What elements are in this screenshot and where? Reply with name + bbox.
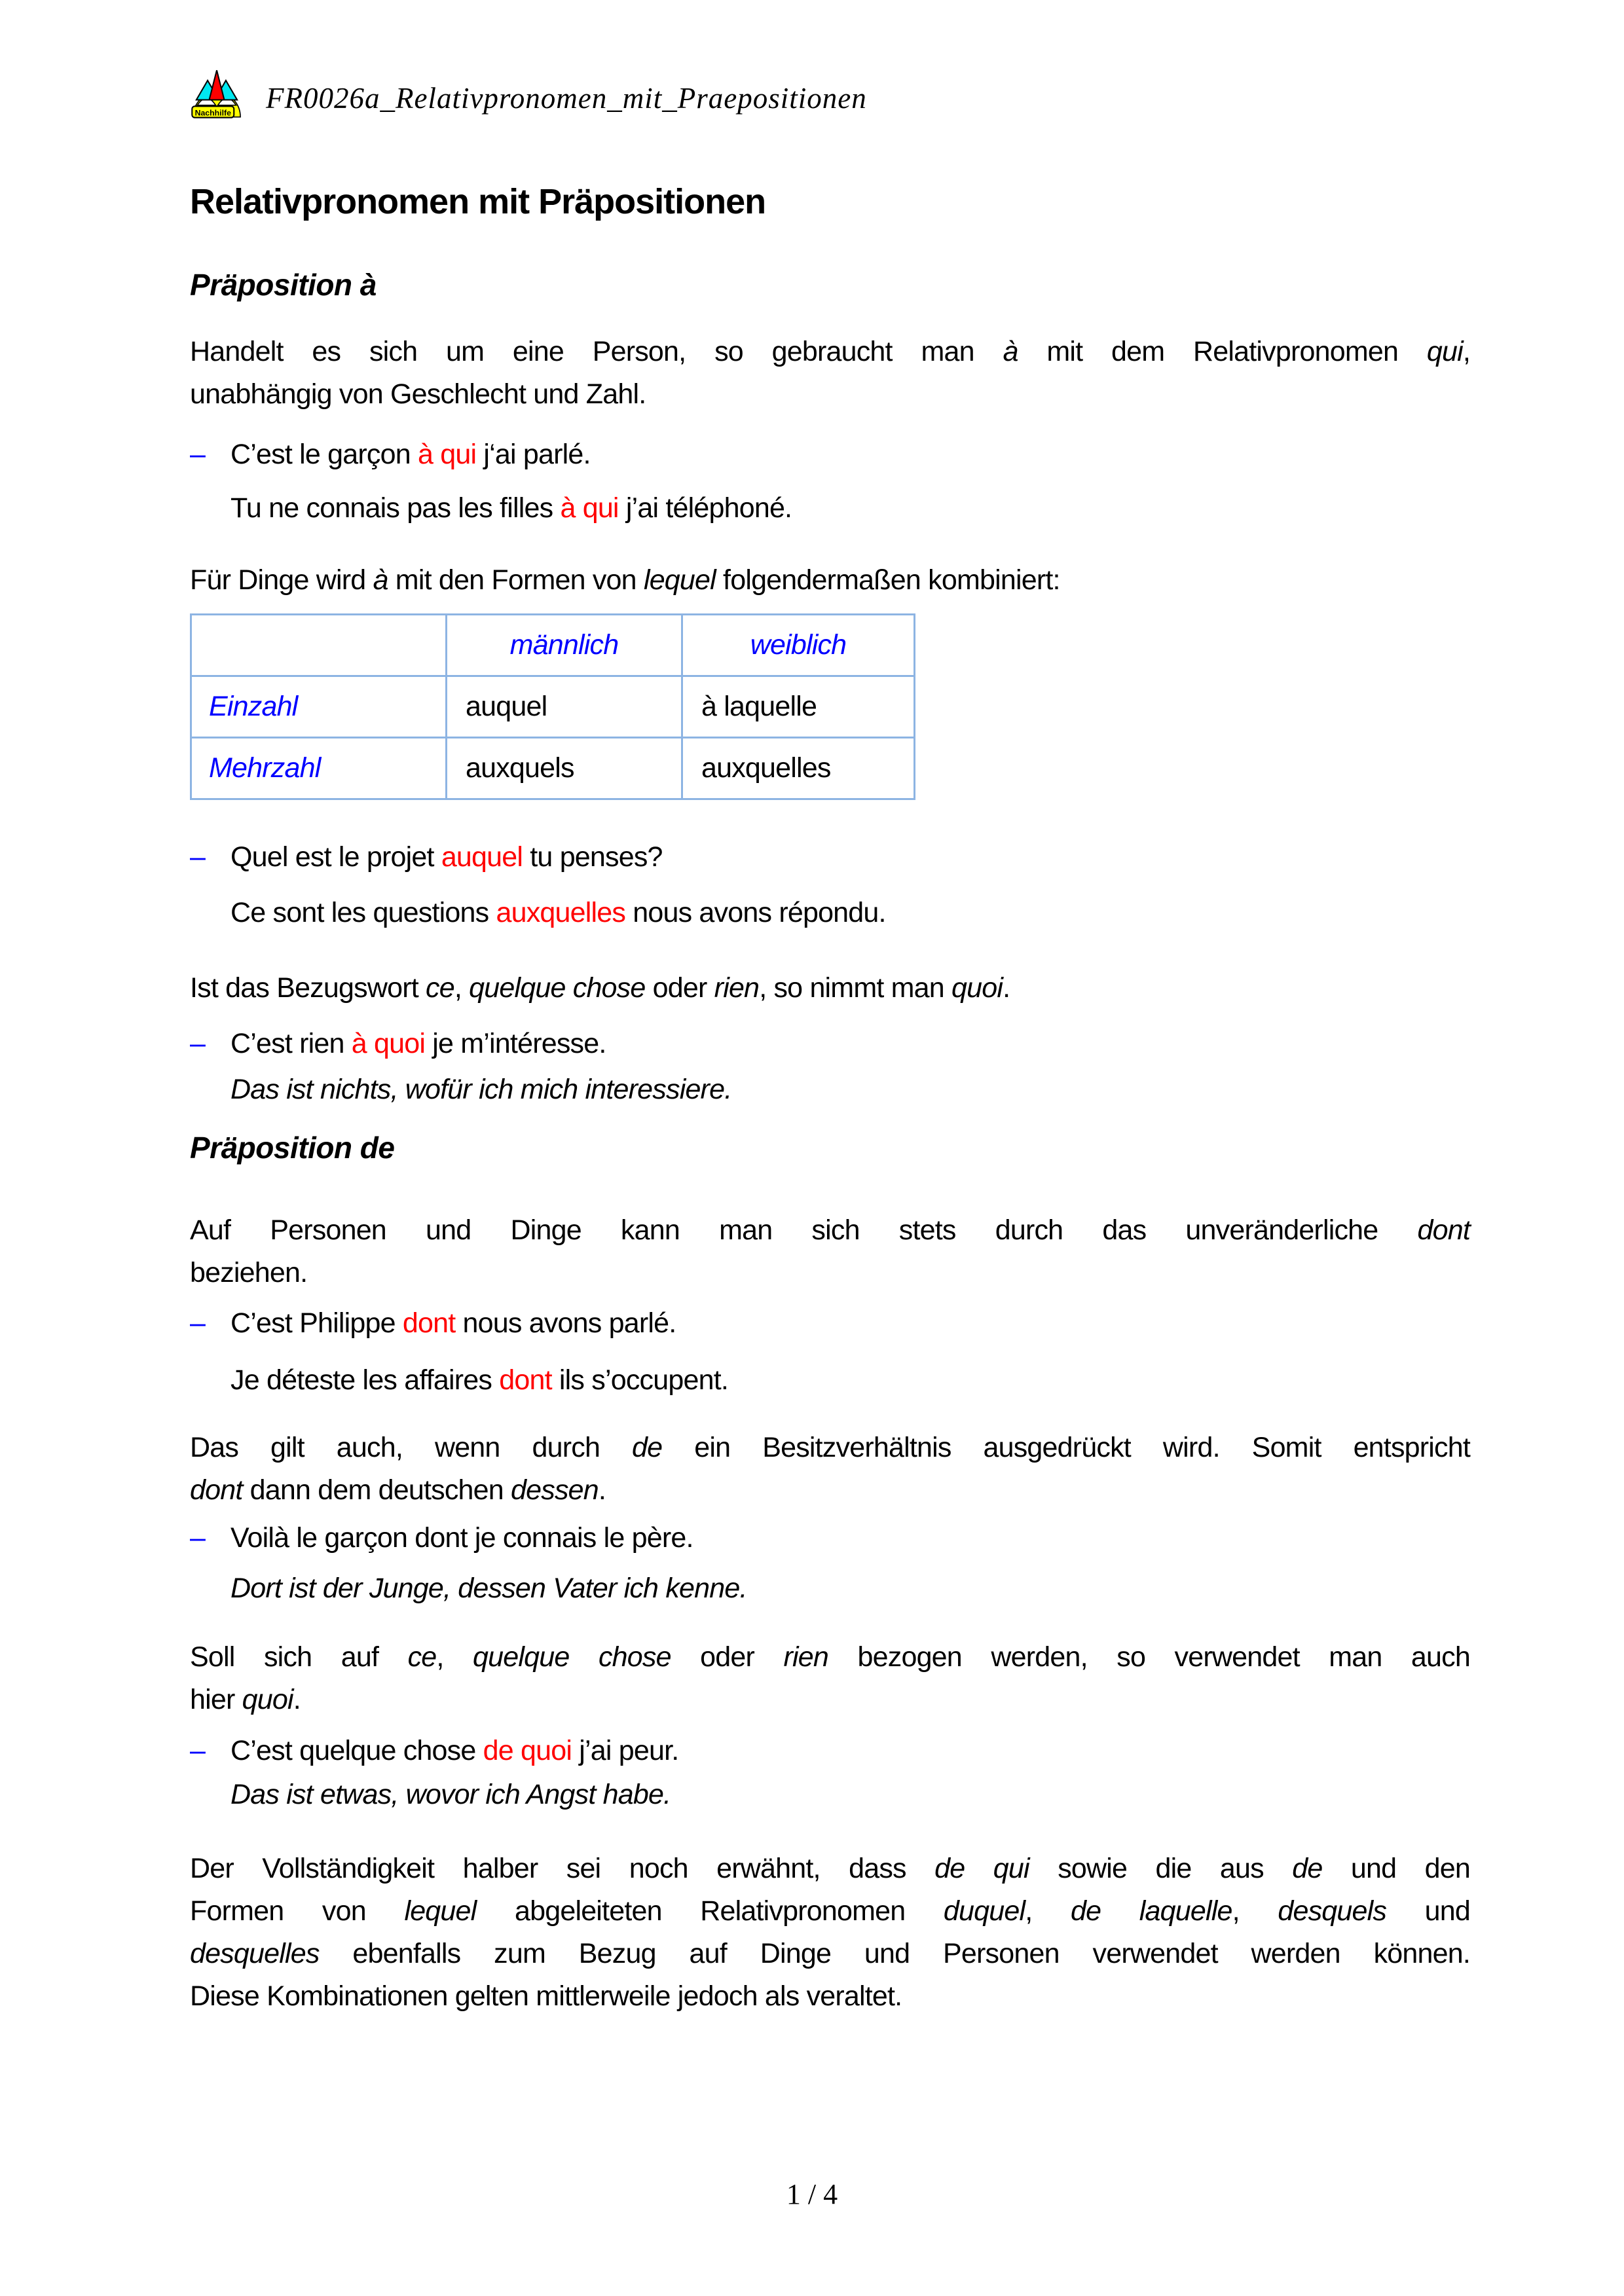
text-run: mit dem Relativpronomen [1018, 336, 1427, 367]
text-run: abgeleiteten Relativpronomen [476, 1895, 944, 1927]
row-header-plural: Mehrzahl [191, 738, 447, 799]
table-intro-paragraph [190, 559, 1470, 602]
text-run: je m’intéresse. [425, 1028, 606, 1059]
text-run: und [1386, 1895, 1471, 1927]
text-line [190, 373, 1470, 416]
text-run: , [1232, 1895, 1278, 1927]
text-run: dont [1417, 1214, 1470, 1246]
text-run: Quel est le projet [231, 841, 441, 873]
table-cell: à laquelle [682, 676, 915, 738]
text-run: nous avons répondu. [625, 897, 886, 928]
text-run: tu penses? [523, 841, 663, 873]
text-run: à [373, 564, 388, 596]
example-text [231, 841, 663, 873]
text-line [190, 1252, 1470, 1294]
text-run: dann dem deutschen [242, 1474, 511, 1506]
example-sentence [190, 836, 1470, 879]
table-cell: auquel [447, 676, 682, 738]
text-line [190, 1848, 1470, 1890]
text-line [190, 1469, 1470, 1512]
text-run: quelque chose [473, 1641, 671, 1673]
text-run: Das ist nichts, wofür ich mich interessiere. [231, 1074, 732, 1105]
text-run: , so nimmt man [759, 972, 952, 1004]
text-run: , [436, 1641, 473, 1673]
bullet-dash: – [190, 841, 206, 873]
text-run: . [293, 1684, 301, 1715]
text-run: de quoi [483, 1735, 572, 1766]
text-line [190, 1933, 1470, 1975]
text-run: dont [402, 1307, 456, 1339]
example-text [190, 487, 1470, 530]
text-run: mit den Formen von [388, 564, 644, 596]
example-sentence [190, 1517, 1470, 1559]
document-filename: FR0026a_Relativpronomen_mit_Praepositionen [266, 82, 867, 115]
text-run: rien [714, 972, 760, 1004]
text-run: à qui [417, 439, 477, 470]
text-run: Der Vollständigkeit halber sei noch erwähnt, dass [190, 1853, 935, 1884]
example-text [190, 892, 1470, 934]
text-run: desquels [1278, 1895, 1387, 1927]
text-line [190, 1975, 1470, 2018]
rule-paragraph-quoi [190, 967, 1470, 1010]
mountain-logo-icon [190, 65, 244, 119]
example-text [231, 439, 591, 470]
text-run: Handelt es sich um eine Person, so gebraucht man [190, 336, 1003, 367]
text-run: de qui [934, 1853, 1029, 1884]
text-run: auxquelles [496, 897, 626, 928]
text-run: , [454, 972, 470, 1004]
example-text [190, 1359, 1470, 1402]
text-run: oder [645, 972, 714, 1004]
example-sentence [190, 1302, 1470, 1345]
text-run: j‘ai parlé. [476, 439, 591, 470]
text-line [190, 1427, 1470, 1469]
text-run: Das gilt auch, wenn durch [190, 1432, 633, 1463]
text-run: beziehen. [190, 1257, 308, 1288]
text-run: j’ai peur. [572, 1735, 679, 1766]
table-row-singular [191, 676, 915, 738]
text-run: Für Dinge wird [190, 564, 373, 596]
text-run: C’est le garçon [231, 439, 418, 470]
text-run: hier [190, 1684, 242, 1715]
text-run: Das ist etwas, wovor ich Angst habe. [231, 1779, 671, 1810]
text-line [190, 1679, 1470, 1721]
text-run: j’ai téléphoné. [618, 492, 792, 524]
rule-paragraph-dessen [190, 1427, 1470, 1512]
lequel-forms-table [190, 613, 915, 800]
text-run: quelque chose [469, 972, 646, 1004]
example-translation [190, 1567, 1470, 1610]
closing-paragraph [190, 1848, 1470, 2018]
table-header-row [191, 615, 915, 676]
text-run: ein Besitzverhältnis ausgedrückt wird. Somit entspricht [662, 1432, 1470, 1463]
example-translation [190, 1774, 1470, 1816]
text-run: Je déteste les affaires [231, 1364, 500, 1396]
text-run: lequel [404, 1895, 477, 1927]
text-run: Tu ne connais pas les filles [231, 492, 561, 524]
text-run: . [598, 1474, 606, 1506]
example-text [231, 1307, 676, 1339]
section-heading-a: Präposition à [190, 268, 377, 302]
nachhilfe-logo [190, 65, 244, 119]
text-line [190, 1890, 1470, 1933]
text-run: lequel [643, 564, 716, 596]
text-run: dont [190, 1474, 243, 1506]
bullet-dash: – [190, 1028, 206, 1059]
text-run: Ist das Bezugswort [190, 972, 426, 1004]
example-text [231, 1028, 606, 1059]
rule-paragraph-quoi-de [190, 1636, 1470, 1721]
section-heading-de: Präposition de [190, 1131, 395, 1165]
text-run: Formen von [190, 1895, 405, 1927]
table-corner-cell [191, 615, 447, 676]
text-run: sowie die aus [1029, 1853, 1293, 1884]
text-run: Dort ist der Junge, dessen Vater ich kenne. [231, 1573, 747, 1604]
text-run: , [1462, 336, 1470, 367]
text-line [190, 331, 1470, 373]
text-run: dessen [511, 1474, 599, 1506]
row-header-singular: Einzahl [191, 676, 447, 738]
text-run: auquel [441, 841, 523, 873]
text-run: de [1292, 1853, 1323, 1884]
text-run: unabhängig von Geschlecht und Zahl. [190, 378, 646, 410]
example-translation [190, 1068, 1470, 1111]
text-run: rien [783, 1641, 829, 1673]
text-run: Auf Personen und Dinge kann man sich stets durch das unveränderliche [190, 1214, 1418, 1246]
text-run: desquelles [190, 1938, 320, 1969]
text-run: dont [499, 1364, 552, 1396]
page-title: Relativpronomen mit Präpositionen [190, 182, 766, 221]
text-run: ce [407, 1641, 437, 1673]
text-run: quoi [242, 1684, 293, 1715]
text-run: à quoi [351, 1028, 426, 1059]
text-run: ebenfalls zum Bezug auf Dinge und Personen verwendet werden können. [319, 1938, 1470, 1969]
example-sentence [190, 433, 1470, 476]
text-run: de laquelle [1070, 1895, 1232, 1927]
example-text [231, 1735, 678, 1766]
text-run: oder [671, 1641, 784, 1673]
table-row-plural [191, 738, 915, 799]
text-run: Voilà le garçon dont je connais le père. [231, 1522, 693, 1554]
bullet-dash: – [190, 1522, 206, 1554]
text-line [190, 1636, 1470, 1679]
text-run: nous avons parlé. [455, 1307, 676, 1339]
text-run: Ce sont les questions [231, 897, 496, 928]
document-header [190, 64, 1470, 119]
text-run: C’est quelque chose [231, 1735, 483, 1766]
text-run: qui [1426, 336, 1463, 367]
column-header-masculine: männlich [447, 615, 682, 676]
bullet-dash: – [190, 1307, 206, 1339]
logo-label: Nachhilfe [194, 108, 231, 118]
text-run: à [1003, 336, 1018, 367]
bullet-dash: – [190, 1735, 206, 1766]
column-header-feminine: weiblich [682, 615, 915, 676]
bullet-dash: – [190, 439, 206, 470]
rule-paragraph-a-qui [190, 331, 1470, 416]
text-run: quoi [951, 972, 1003, 1004]
page-number: 1 / 4 [786, 2178, 838, 2210]
text-line [190, 1209, 1470, 1252]
text-run: folgendermaßen kombiniert: [715, 564, 1060, 596]
text-run: und den [1322, 1853, 1471, 1884]
text-run: duquel [943, 1895, 1025, 1927]
example-sentence [190, 1023, 1470, 1065]
table-cell: auxquels [447, 738, 682, 799]
text-run: bezogen werden, so verwendet man auch [828, 1641, 1470, 1673]
text-run: . [1003, 972, 1010, 1004]
rule-paragraph-dont [190, 1209, 1470, 1294]
text-run: , [1025, 1895, 1071, 1927]
example-text [231, 1522, 693, 1554]
text-run: ce [426, 972, 454, 1004]
text-run: Diese Kombinationen gelten mittlerweile jedoch als veraltet. [190, 1980, 902, 2012]
example-sentence [190, 1730, 1470, 1772]
text-run: ils s’occupent. [551, 1364, 728, 1396]
table-cell: auxquelles [682, 738, 915, 799]
text-run: Soll sich auf [190, 1641, 408, 1673]
text-run: C’est rien [231, 1028, 352, 1059]
text-run: à qui [560, 492, 619, 524]
text-run: C’est Philippe [231, 1307, 403, 1339]
text-run: de [632, 1432, 663, 1463]
